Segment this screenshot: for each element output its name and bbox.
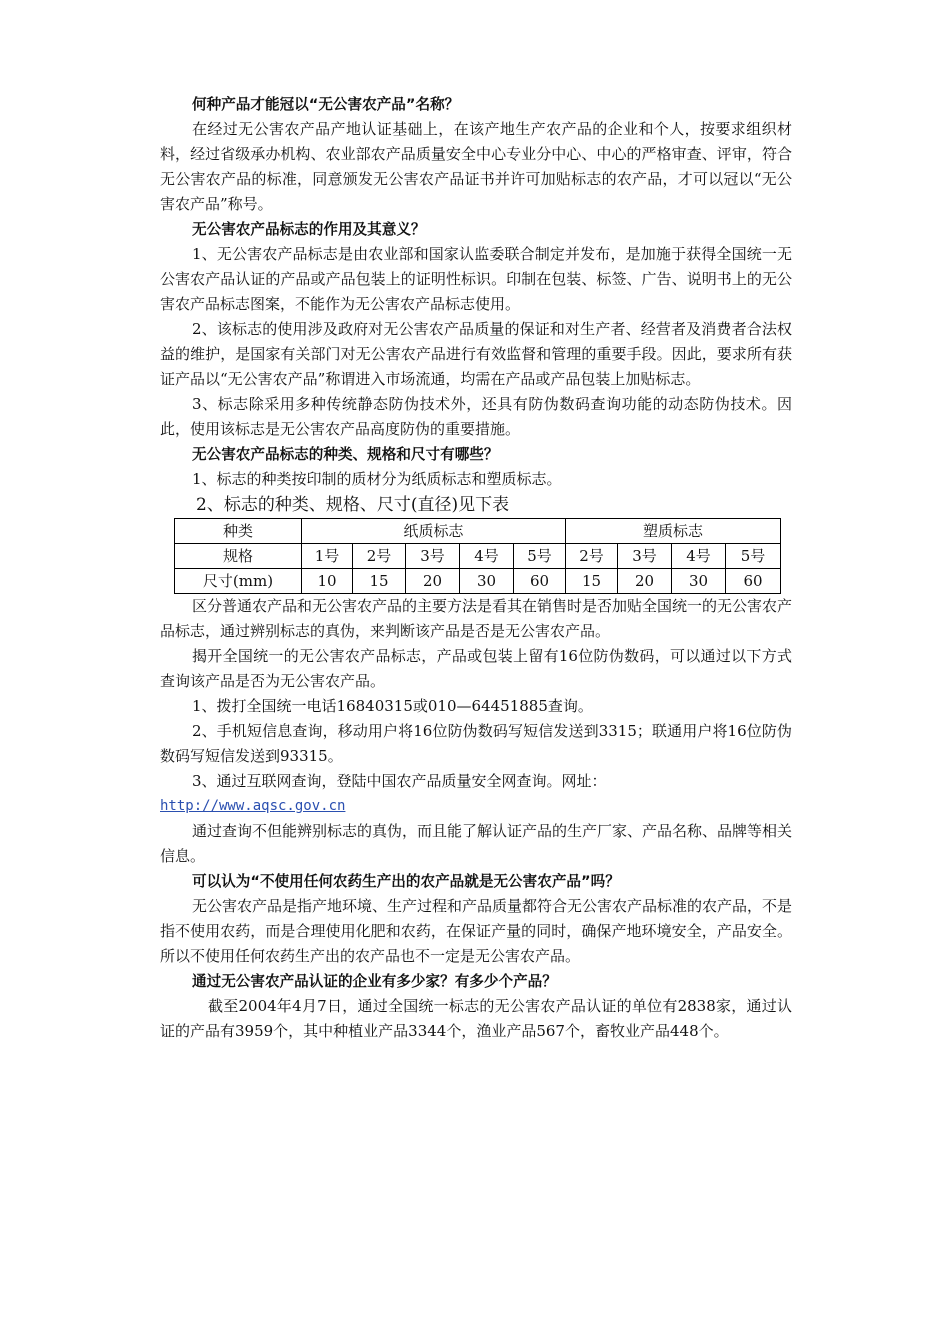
table-cell: 4号 [672, 544, 726, 569]
paragraph: 揭开全国统一的无公害农产品标志，产品或包装上留有16位防伪数码，可以通过以下方式查询该产品是否为无公害农产品。 [160, 647, 792, 690]
table-cell: 15 [353, 569, 406, 594]
table-cell: 规格 [175, 544, 302, 569]
table-cell: 20 [618, 569, 672, 594]
table-cell: 5号 [514, 544, 566, 569]
table-cell: 4号 [460, 544, 514, 569]
paragraph: 2、该标志的使用涉及政府对无公害农产品质量的保证和对生产者、经营者及消费者合法权益的维护，是国家有关部门对无公害农产品进行有效监督和管理的重要手段。因此，要求所有获证产品以“无公害农产品”称谓进入市场流通，均需在产品或产品包装上加贴标志。 [160, 320, 792, 388]
table-cell: 5号 [726, 544, 781, 569]
table-cell: 10 [302, 569, 353, 594]
table-cell: 尺寸(mm) [175, 569, 302, 594]
table-row [175, 544, 781, 569]
table-cell: 30 [460, 569, 514, 594]
paragraph: 1、无公害农产品标志是由农业部和国家认监委联合制定并发布，是加施于获得全国统一无公害农产品认证的产品或产品包装上的证明性标识。印制在包装、标签、广告、说明书上的无公害农产品标志图案，不能作为无公害农产品标志使用。 [160, 245, 792, 313]
table-cell: 60 [514, 569, 566, 594]
paragraph: 区分普通农产品和无公害农产品的主要方法是看其在销售时是否加贴全国统一的无公害农产品标志，通过辨别标志的真伪，来判断该产品是否是无公害农产品。 [160, 597, 793, 640]
label-spec-table [174, 518, 781, 594]
heading-q4: 可以认为“不使用任何农药生产出的农产品就是无公害农产品”吗？ [192, 873, 620, 890]
table-cell: 15 [566, 569, 618, 594]
paragraph: 无公害农产品是指产地环境、生产过程和产品质量都符合无公害农产品标准的农产品，不是指不使用农药，而是合理使用化肥和农药，在保证产量的同时，确保产地环境安全，产品安全。所以不使用任何农药生产出的农产品也不一定是无公害农产品。 [160, 897, 793, 965]
paragraph: 通过查询不但能辨别标志的真伪，而且能了解认证产品的生产厂家、产品名称、品牌等相关信息。 [160, 822, 793, 865]
heading-q5: 通过无公害农产品认证的企业有多少家？有多少个产品？ [192, 973, 557, 990]
table-header-type: 种类 [175, 519, 302, 544]
table-header-plastic: 塑质标志 [566, 519, 781, 544]
table-caption: 2、标志的种类、规格、尺寸(直径)见下表 [196, 495, 510, 515]
table-cell: 20 [406, 569, 460, 594]
table-header-paper: 纸质标志 [302, 519, 566, 544]
table-cell: 2号 [566, 544, 618, 569]
table-cell: 3号 [406, 544, 460, 569]
paragraph: 1、拨打全国统一电话16840315或010—64451885查询。 [192, 697, 593, 715]
table-cell: 3号 [618, 544, 672, 569]
table-row [175, 519, 781, 544]
document-page [160, 92, 792, 1044]
table-cell: 2号 [353, 544, 406, 569]
paragraph: 截至2004年4月7日，通过全国统一标志的无公害农产品认证的单位有2838家，通过认证的产品有3959个，其中种植业产品3344个，渔业产品567个，畜牧业产品448个。 [160, 997, 792, 1040]
website-link[interactable]: http://www.aqsc.gov.cn [160, 798, 346, 814]
table-cell: 60 [726, 569, 781, 594]
heading-q2: 无公害农产品标志的作用及其意义？ [192, 221, 426, 238]
paragraph: 3、标志除采用多种传统静态防伪技术外，还具有防伪数码查询功能的动态防伪技术。因此，使用该标志是无公害农产品高度防伪的重要措施。 [160, 395, 792, 438]
paragraph: 在经过无公害农产品产地认证基础上，在该产地生产农产品的企业和个人，按要求组织材料，经过省级承办机构、农业部农产品质量安全中心专业分中心、中心的严格审查、评审，符合无公害农产品的标准，同意颁发无公害农产品证书并许可加贴标志的农产品，才可以冠以“无公害农产品”称号。 [160, 120, 792, 213]
table-cell: 1号 [302, 544, 353, 569]
paragraph: 3、通过互联网查询，登陆中国农产品质量安全网查询。网址： [192, 772, 607, 790]
heading-q1: 何种产品才能冠以“无公害农产品”名称？ [192, 96, 460, 113]
table-cell: 30 [672, 569, 726, 594]
paragraph: 1、标志的种类按印制的质材分为纸质标志和塑质标志。 [192, 470, 562, 488]
paragraph: 2、手机短信息查询，移动用户将16位防伪数码写短信发送到3315；联通用户将16位防伪数码写短信发送到93315。 [160, 722, 792, 765]
heading-q3: 无公害农产品标志的种类、规格和尺寸有哪些？ [192, 446, 499, 463]
table-row [175, 569, 781, 594]
